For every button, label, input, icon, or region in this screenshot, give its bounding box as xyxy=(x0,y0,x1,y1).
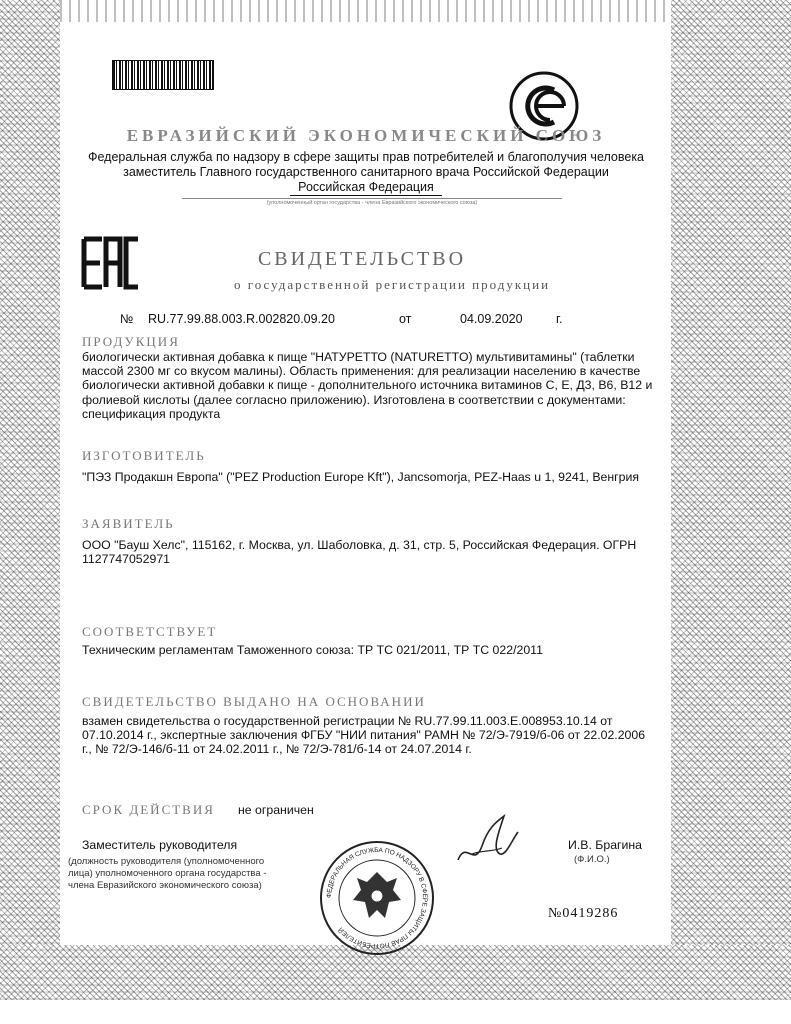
number-label: № xyxy=(120,312,134,326)
basis-section-title: СВИДЕТЕЛЬСТВО ВЫДАНО НА ОСНОВАНИИ xyxy=(82,694,426,709)
conforms-text: Техническим регламентам Таможенного союза: ТР ТС 021/2011, ТР ТС 022/2011 xyxy=(82,643,543,657)
basis-text: взамен свидетельства о государственной регистрации № RU.77.99.11.003.Е.008953.10.14 от 07.10.2014 г., экспертные заключения ФГБУ "НИИ питания" РАМН № 72/Э-7919/б-06 от 22.02.2006 г., № 72/Э-146/б-11 от 24.02.2011 г., № 72/Э-781/б-14 от 24.07.2014 г. xyxy=(82,714,646,757)
authority-line-2: заместитель Главного государственного санитарного врача Российской Федерации xyxy=(123,165,609,179)
signer-position: Заместитель руководителя xyxy=(82,838,238,852)
applicant-text: ООО "Бауш Хелс", 115162, г. Москва, ул. Шаболовка, д. 31, стр. 5, Российская Федерация. ОГРН 1127747052971 xyxy=(82,538,637,567)
validity-value: не ограничен xyxy=(238,803,314,817)
validity-section-title: СРОК ДЕЙСТВИЯ xyxy=(82,802,215,817)
date-from-label: от xyxy=(399,312,412,326)
signer-name-caption: (Ф.И.О.) xyxy=(574,854,610,865)
conforms-section-title: СООТВЕТСТВУЕТ xyxy=(82,624,218,639)
country-name: Российская Федерация xyxy=(290,180,442,196)
signer-position-caption: (должность руководителя (уполномоченного лица) уполномоченного органа государства - члена Евразийского экономического союза) xyxy=(68,856,267,891)
applicant-section-title: ЗАЯВИТЕЛЬ xyxy=(82,516,175,531)
security-border-top xyxy=(60,0,671,22)
certificate-title: СВИДЕТЕЛЬСТВО xyxy=(257,248,467,270)
product-section-title: ПРОДУКЦИЯ xyxy=(82,334,180,349)
signer-name: И.В. Брагина xyxy=(568,838,643,852)
authority-line-1: Федеральная служба по надзору в сфере защиты прав потребителей и благополучия человека xyxy=(87,150,645,164)
manufacturer-section-title: ИЗГОТОВИТЕЛЬ xyxy=(82,448,206,463)
product-description: биологически активная добавка к пище "НАТУРЕТТО (NATURETTO) мультивитамины" (таблетки массой 2300 мг со вкусом малины). Область применения: для реализации населению в качестве биологически активной добавки к пище - дополнительного источника витаминов С, Е, Д3, В6, В12 и фолиевой кислоты (далее согласно приложению). Изготовлена в соответствии с документами: спецификация продукта xyxy=(82,350,653,421)
official-stamp-icon xyxy=(317,838,437,958)
security-border-left xyxy=(0,0,60,1000)
certificate-sheet xyxy=(62,30,670,950)
barcode-strip xyxy=(112,60,214,90)
certificate-number: RU.77.99.88.003.R.002820.09.20 xyxy=(148,312,335,326)
authority-caption: (уполномоченный орган государства - члена Евразийского экономического союза) xyxy=(182,198,562,206)
union-title: ЕВРАЗИЙСКИЙ ЭКОНОМИЧЕСКИЙ СОЮЗ xyxy=(126,126,606,145)
year-suffix: г. xyxy=(556,312,563,326)
form-serial-number: №0419286 xyxy=(548,906,619,921)
certificate-date: 04.09.2020 xyxy=(460,312,523,326)
eac-logo-icon xyxy=(80,235,140,291)
manufacturer-text: "ПЭЗ Продакшн Европа" ("PEZ Production Europe Kft"), Jancsomorja, PEZ-Haas u 1, 9241, Венгрия xyxy=(82,470,640,484)
certificate-subtitle: о государственной регистрации продукции xyxy=(233,277,551,292)
stamp-ring-text: ФЕДЕРАЛЬНАЯ СЛУЖБА ПО НАДЗОРУ В СФЕРЕ ЗАЩИТЫ ПРАВ ПОТРЕБИТЕЛЕЙ xyxy=(325,846,429,950)
handwritten-signature-icon xyxy=(452,810,522,870)
security-border-right xyxy=(671,0,791,1000)
authority-header xyxy=(62,150,670,196)
